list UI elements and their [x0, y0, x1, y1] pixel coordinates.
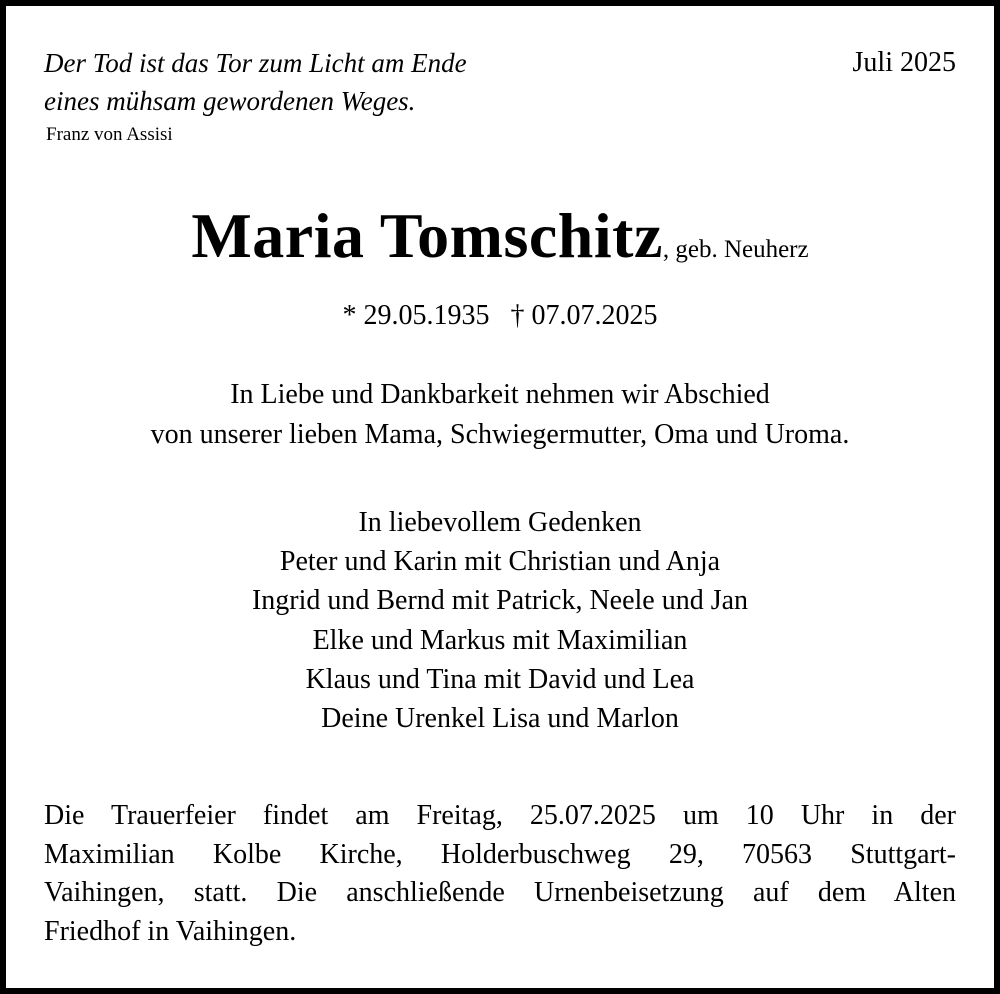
maiden-name: , geb. Neuherz: [662, 236, 809, 263]
farewell-line: von unserer lieben Mama, Schwiegermutter, Oma und Uroma.: [150, 419, 850, 450]
ceremony-line: Maximilian Kolbe Kirche, Holderbuschweg 29, 70563 Stuttgart-: [44, 838, 956, 870]
birth-date: 29.05.1935: [363, 300, 490, 331]
mourner-line: Peter und Karin mit Christian und Anja: [279, 546, 721, 578]
deceased-name: Maria Tomschitz: [191, 200, 663, 271]
death-date: 07.07.2025: [531, 300, 658, 331]
publication-date: Juli 2025: [852, 47, 956, 78]
mourner-line: Klaus und Tina mit David und Lea: [305, 663, 695, 695]
mourner-line: Elke und Markus mit Maximilian: [312, 624, 688, 656]
mourner-line: Ingrid und Bernd mit Patrick, Neele und Jan: [251, 585, 749, 617]
life-dates: [6, 298, 994, 334]
ceremony-info: [44, 797, 956, 951]
death-symbol: †: [510, 300, 525, 331]
ceremony-line: Die Trauerfeier findet am Freitag, 25.07.2025 um 10 Uhr in der: [44, 800, 956, 831]
ceremony-line: Friedhof in Vaihingen.: [44, 915, 297, 947]
mourners-list: [6, 503, 994, 738]
ceremony-line: Vaihingen, statt. Die anschließende Urnenbeisetzung auf dem Alten: [44, 877, 956, 908]
quote-line: eines mühsam gewordenen Weges.: [44, 86, 416, 116]
quote-author: Franz von Assisi: [46, 124, 173, 145]
quote-line: Der Tod ist das Tor zum Licht am Ende: [44, 48, 467, 78]
farewell-line: In Liebe und Dankbarkeit nehmen wir Abschied: [230, 379, 770, 410]
mourner-line: Deine Urenkel Lisa und Marlon: [321, 703, 679, 735]
birth-symbol: *: [342, 300, 357, 331]
farewell-text: [6, 375, 994, 455]
quote: [44, 44, 467, 120]
deceased-name-row: [6, 196, 994, 290]
mourners-heading: In liebevollem Gedenken: [358, 507, 642, 538]
